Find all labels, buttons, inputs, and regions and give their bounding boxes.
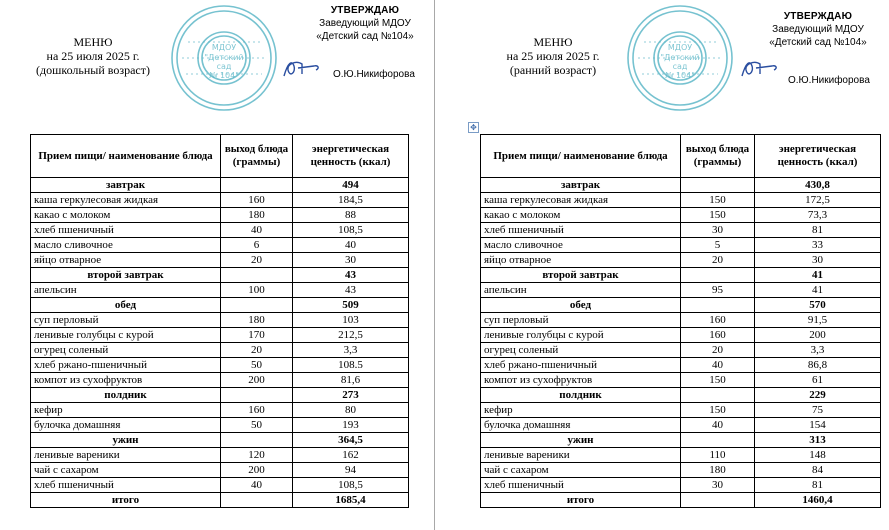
approval-position: Заведующий МДОУ [319,18,411,29]
yield-cell [221,178,293,193]
table-row [31,418,409,433]
yield-cell [221,298,293,313]
energy-cell: 162 [293,448,409,463]
dish-name-cell: чай с сахаром [481,463,681,478]
dish-name-cell: итого [481,493,681,508]
menu-date: на 25 июля 2025 г. [506,49,600,63]
meal-section-row [31,298,409,313]
yield-cell: 40 [221,478,293,493]
menu-title [18,35,168,77]
energy-cell: 154 [755,418,881,433]
header-energy: энергетическая ценность (ккал) [293,135,409,178]
yield-cell: 20 [221,343,293,358]
dish-name-cell: ленивые вареники [31,448,221,463]
yield-cell: 20 [681,343,755,358]
meal-section-row [481,493,881,508]
dish-name-cell: завтрак [31,178,221,193]
yield-cell: 95 [681,283,755,298]
energy-cell: 41 [755,283,881,298]
dish-name-cell: итого [31,493,221,508]
energy-cell: 30 [293,253,409,268]
energy-cell: 80 [293,403,409,418]
dish-name-cell: хлеб ржано-пшеничный [31,358,221,373]
energy-cell: 43 [293,268,409,283]
menu-title-line: МЕНЮ [73,35,113,49]
table-row [481,328,881,343]
approval-heading: УТВЕРЖДАЮ [783,11,853,22]
yield-cell: 150 [681,373,755,388]
yield-cell: 180 [221,313,293,328]
table-row [481,313,881,328]
menu-page-early-age [440,0,889,530]
header-yield: выход блюда (граммы) [681,135,755,178]
yield-cell: 50 [221,358,293,373]
meal-section-row [31,388,409,403]
energy-cell: 1460,4 [755,493,881,508]
school-stamp-icon [624,2,736,114]
table-row [31,313,409,328]
energy-cell: 172,5 [755,193,881,208]
school-stamp-icon [168,2,280,114]
dish-name-cell: огурец соленый [481,343,681,358]
dish-name-cell: ужин [31,433,221,448]
table-row [481,418,881,433]
table-row [31,283,409,298]
dish-name-cell: яйцо отварное [481,253,681,268]
yield-cell: 200 [221,373,293,388]
yield-cell [221,388,293,403]
approval-org: «Детский сад №104» [316,31,414,42]
dish-name-cell: ленивые голубцы с курой [481,328,681,343]
dish-name-cell: кефир [31,403,221,418]
yield-cell: 180 [681,463,755,478]
meal-section-row [481,433,881,448]
energy-cell: 88 [293,208,409,223]
meal-section-row [481,268,881,283]
svg-text:сад: сад [216,62,232,71]
approval-signatory: О.Ю.Никифорова [333,69,415,80]
page-divider [434,0,435,530]
table-row [481,238,881,253]
table-row [481,208,881,223]
dish-name-cell: масло сливочное [481,238,681,253]
header-yield: выход блюда (граммы) [221,135,293,178]
dish-name-cell: хлеб пшеничный [31,223,221,238]
yield-cell: 5 [681,238,755,253]
table-row [31,463,409,478]
yield-cell: 150 [681,208,755,223]
energy-cell: 43 [293,283,409,298]
yield-cell: 120 [221,448,293,463]
dish-name-cell: ленивые голубцы с курой [31,328,221,343]
dish-name-cell: булочка домашняя [31,418,221,433]
yield-cell [681,433,755,448]
table-row [481,283,881,298]
table-row [31,253,409,268]
dish-name-cell: полдник [481,388,681,403]
yield-cell [681,178,755,193]
yield-cell [681,388,755,403]
yield-cell [221,433,293,448]
yield-cell [681,493,755,508]
dish-name-cell: компот из сухофруктов [481,373,681,388]
table-row [31,238,409,253]
yield-cell: 40 [221,223,293,238]
table-row [481,358,881,373]
table-row [481,193,881,208]
energy-cell: 41 [755,268,881,283]
dish-name-cell: огурец соленый [31,343,221,358]
dish-name-cell: завтрак [481,178,681,193]
signature-icon [738,56,780,82]
table-row [481,478,881,493]
table-row [31,193,409,208]
yield-cell: 170 [221,328,293,343]
yield-cell: 160 [681,328,755,343]
yield-cell: 200 [221,463,293,478]
energy-cell: 3,3 [755,343,881,358]
menu-table [30,134,409,508]
yield-cell: 20 [221,253,293,268]
energy-cell: 30 [755,253,881,268]
dish-name-cell: обед [31,298,221,313]
table-row [31,328,409,343]
svg-text:сад: сад [672,62,688,71]
table-row [31,358,409,373]
yield-cell: 160 [221,193,293,208]
energy-cell: 84 [755,463,881,478]
meal-section-row [481,298,881,313]
table-row [31,373,409,388]
svg-text:МДОУ: МДОУ [667,43,693,52]
energy-cell: 91,5 [755,313,881,328]
approval-position: Заведующий МДОУ [772,24,864,35]
yield-cell: 30 [681,478,755,493]
move-cross-icon[interactable]: ✥ [468,122,479,133]
dish-name-cell: второй завтрак [31,268,221,283]
energy-cell: 103 [293,313,409,328]
dish-name-cell: обед [481,298,681,313]
yield-cell: 40 [681,418,755,433]
dish-name-cell: яйцо отварное [31,253,221,268]
table-row [481,223,881,238]
yield-cell: 150 [681,193,755,208]
header-energy: энергетическая ценность (ккал) [755,135,881,178]
dish-name-cell: кефир [481,403,681,418]
table-row [31,208,409,223]
approval-signatory: О.Ю.Никифорова [788,75,870,86]
dish-name-cell: ужин [481,433,681,448]
menu-page-preschool [0,0,432,530]
yield-cell: 150 [681,403,755,418]
table-header-row [31,135,409,178]
meal-section-row [481,178,881,193]
dish-name-cell: каша геркулесовая жидкая [31,193,221,208]
energy-cell: 184,5 [293,193,409,208]
approval-block [300,4,430,80]
yield-cell: 30 [681,223,755,238]
yield-cell: 160 [681,313,755,328]
dish-name-cell: полдник [31,388,221,403]
svg-text:МДОУ: МДОУ [211,43,237,52]
dish-name-cell: апельсин [31,283,221,298]
dish-name-cell: хлеб пшеничный [481,478,681,493]
yield-cell [221,268,293,283]
table-row [31,478,409,493]
menu-table [480,134,881,508]
dish-name-cell: ленивые вареники [481,448,681,463]
meal-section-row [481,388,881,403]
yield-cell: 20 [681,253,755,268]
energy-cell: 33 [755,238,881,253]
meal-section-row [31,433,409,448]
menu-title-line: МЕНЮ [533,35,573,49]
table-row [481,253,881,268]
energy-cell: 364,5 [293,433,409,448]
table-row [31,448,409,463]
yield-cell: 160 [221,403,293,418]
yield-cell: 6 [221,238,293,253]
table-row [31,223,409,238]
yield-cell: 40 [681,358,755,373]
energy-cell: 75 [755,403,881,418]
header-dish: Прием пищи/ наименование блюда [481,135,681,178]
dish-name-cell: суп перловый [31,313,221,328]
energy-cell: 570 [755,298,881,313]
energy-cell: 229 [755,388,881,403]
approval-heading: УТВЕРЖДАЮ [330,5,400,16]
yield-cell: 110 [681,448,755,463]
dish-name-cell: хлеб ржано-пшеничный [481,358,681,373]
menu-title [478,35,628,77]
dish-name-cell: суп перловый [481,313,681,328]
meal-section-row [31,493,409,508]
table-row [31,403,409,418]
energy-cell: 108.5 [293,358,409,373]
table-row [31,343,409,358]
svg-text:"Детский: "Детский [204,53,244,62]
energy-cell: 3,3 [293,343,409,358]
energy-cell: 61 [755,373,881,388]
energy-cell: 86,8 [755,358,881,373]
yield-cell [221,493,293,508]
yield-cell: 180 [221,208,293,223]
energy-cell: 81 [755,223,881,238]
energy-cell: 200 [755,328,881,343]
energy-cell: 73,3 [755,208,881,223]
menu-age-group: (ранний возраст) [509,63,597,77]
table-row [481,373,881,388]
svg-text:№ 104": № 104" [665,71,695,80]
energy-cell: 40 [293,238,409,253]
energy-cell: 108,5 [293,223,409,238]
yield-cell: 100 [221,283,293,298]
energy-cell: 273 [293,388,409,403]
energy-cell: 494 [293,178,409,193]
dish-name-cell: хлеб пшеничный [31,478,221,493]
table-header-row [481,135,881,178]
header-dish: Прием пищи/ наименование блюда [31,135,221,178]
dish-name-cell: второй завтрак [481,268,681,283]
table-row [481,403,881,418]
menu-date: на 25 июля 2025 г. [46,49,140,63]
dish-name-cell: апельсин [481,283,681,298]
yield-cell [681,268,755,283]
meal-section-row [31,268,409,283]
energy-cell: 108,5 [293,478,409,493]
dish-name-cell: булочка домашняя [481,418,681,433]
table-row [481,343,881,358]
svg-text:"Детский: "Детский [660,53,700,62]
energy-cell: 193 [293,418,409,433]
svg-text:№ 104": № 104" [209,71,239,80]
dish-name-cell: какао с молоком [31,208,221,223]
signature-icon [280,56,322,82]
energy-cell: 430,8 [755,178,881,193]
dish-name-cell: каша геркулесовая жидкая [481,193,681,208]
energy-cell: 212,5 [293,328,409,343]
menu-age-group: (дошкольный возраст) [36,63,150,77]
energy-cell: 81,6 [293,373,409,388]
yield-cell [681,298,755,313]
meal-section-row [31,178,409,193]
energy-cell: 1685,4 [293,493,409,508]
energy-cell: 94 [293,463,409,478]
energy-cell: 509 [293,298,409,313]
dish-name-cell: масло сливочное [31,238,221,253]
table-row [481,463,881,478]
yield-cell: 50 [221,418,293,433]
approval-org: «Детский сад №104» [769,37,867,48]
approval-block [748,10,888,86]
energy-cell: 313 [755,433,881,448]
dish-name-cell: чай с сахаром [31,463,221,478]
energy-cell: 148 [755,448,881,463]
energy-cell: 81 [755,478,881,493]
dish-name-cell: хлеб пшеничный [481,223,681,238]
table-row [481,448,881,463]
dish-name-cell: какао с молоком [481,208,681,223]
dish-name-cell: компот из сухофруктов [31,373,221,388]
